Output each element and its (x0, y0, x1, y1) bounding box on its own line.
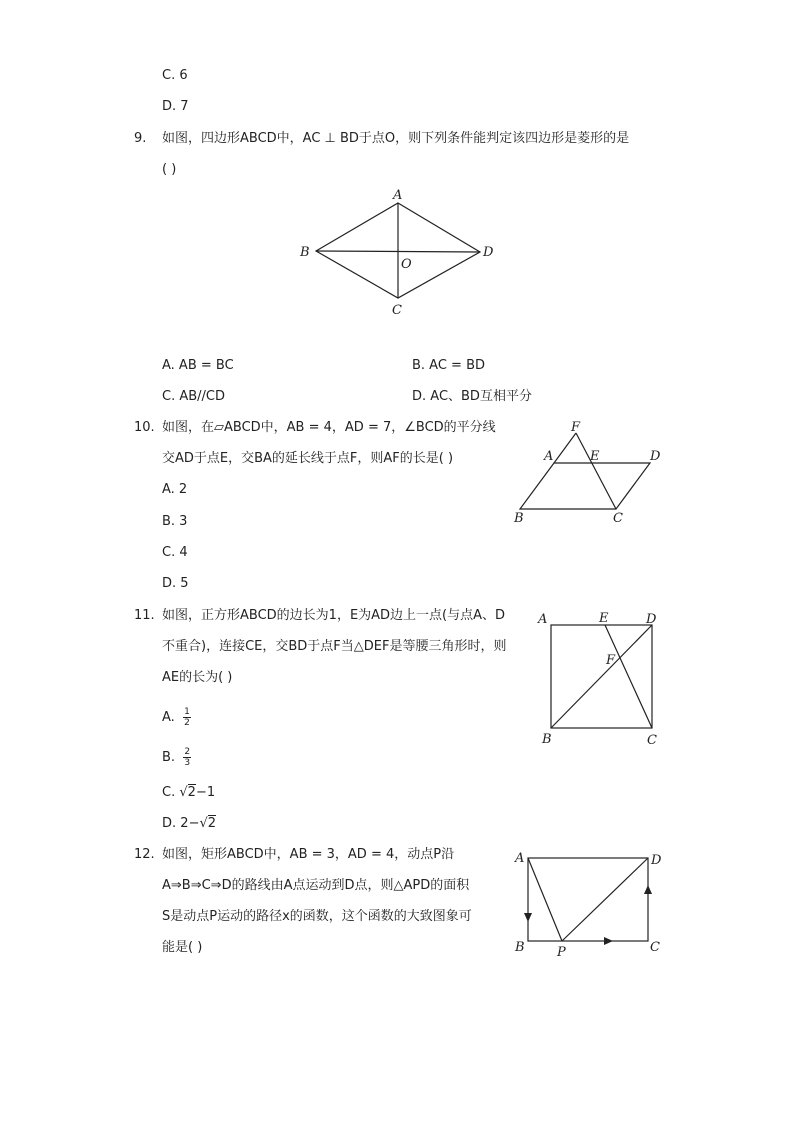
q9-option-b: B. AC = BD (412, 358, 486, 373)
q11-option-b-label: B. (162, 750, 176, 765)
q12-segment-pd (562, 858, 648, 941)
q11-label-b: B (542, 732, 552, 747)
q12-number: 12. (134, 847, 155, 862)
q10-stem-line2: 交AD于点E，交BA的延长线于点F，则AF的长是( ) (162, 451, 454, 466)
q10-option-d: D. 5 (162, 576, 189, 591)
q12-stem-line3: S是动点P运动的路径x的函数，这个函数的大致图象可 (162, 909, 472, 924)
q10-stem-line1: 如图，在▱ABCD中，AB = 4，AD = 7，∠BCD的平分线 (162, 420, 496, 435)
q10-label-a: A (544, 449, 554, 464)
q12-label-d: D (651, 853, 662, 868)
q12-label-c: C (650, 940, 660, 955)
q10-number: 10. (134, 420, 155, 435)
q9-number: 9. (134, 131, 147, 146)
q11-label-d: D (646, 612, 657, 627)
q12-segment-ap (528, 858, 562, 941)
q9-label-a: A (393, 188, 403, 203)
q11-option-d-radicand: 2 (207, 816, 217, 831)
q11-stem-line1: 如图，正方形ABCD的边长为1，E为AD边上一点(与点A、D (162, 608, 506, 623)
q11-option-d-label: D. (162, 816, 177, 831)
q9-option-a: A. AB = BC (162, 358, 234, 373)
arrow-up-icon (644, 885, 652, 894)
q9-label-o: O (401, 257, 412, 272)
arrow-right-icon (604, 937, 613, 945)
q11-stem-line3: AE的长为( ) (162, 670, 233, 685)
q11-option-a-numerator: 1 (184, 707, 190, 717)
q11-stem-line2: 不重合)，连接CE，交BD于点F当△DEF是等腰三角形时，则 (162, 639, 507, 654)
sqrt-icon: √ (199, 816, 208, 831)
q11-option-c-tail: −1 (195, 785, 216, 800)
q12-stem-line2: A⇒B⇒C⇒D的路线由A点运动到D点，则△APD的面积 (162, 878, 470, 893)
q11-option-a-label: A. (162, 710, 175, 725)
q12-label-b: B (515, 940, 525, 955)
q10-label-d: D (650, 449, 661, 464)
q10-option-c: C. 4 (162, 545, 188, 560)
q11-option-a-denominator: 2 (184, 718, 190, 728)
q11-label-f: F (606, 653, 616, 668)
q12-label-a: A (515, 851, 525, 866)
q10-label-c: C (613, 511, 623, 526)
q11-option-c-label: C. (162, 785, 176, 800)
q9-label-d: D (483, 245, 494, 260)
q12-stem-line4: 能是( ) (162, 940, 203, 955)
q11-option-b-denominator: 3 (184, 758, 191, 768)
q9-label-c: C (392, 303, 402, 318)
q8-option-c: C. 6 (162, 68, 188, 83)
q10-label-e: E (590, 449, 600, 464)
sqrt-icon: √ (179, 785, 188, 800)
q11-label-e: E (599, 611, 609, 626)
q11-option-b-numerator: 2 (184, 747, 191, 757)
arrow-down-icon (524, 913, 532, 922)
q10-label-f: F (571, 420, 581, 435)
q10-option-b: B. 3 (162, 514, 188, 529)
q11-label-a: A (538, 612, 548, 627)
q8-option-d: D. 7 (162, 99, 189, 114)
q9-label-b: B (300, 245, 310, 260)
q9-stem-line2: ( ) (162, 162, 177, 177)
q12-stem-line1: 如图，矩形ABCD中，AB = 3，AD = 4，动点P沿 (162, 847, 455, 862)
q11-option-d-head: 2− (180, 816, 200, 831)
q10-option-a: A. 2 (162, 482, 188, 497)
q11-option-c-radicand: 2 (187, 785, 196, 800)
q10-label-b: B (514, 511, 524, 526)
q11-label-c: C (647, 733, 657, 748)
q9-option-c: C. AB//CD (162, 389, 226, 404)
q9-stem-line1: 如图，四边形ABCD中，AC ⊥ BD于点O，则下列条件能判定该四边形是菱形的是 (162, 131, 630, 146)
q11-number: 11. (134, 608, 155, 623)
q9-option-d: D. AC、BD互相平分 (412, 389, 532, 404)
q12-rectangle-outline (528, 858, 648, 941)
q12-label-p: P (557, 945, 566, 960)
